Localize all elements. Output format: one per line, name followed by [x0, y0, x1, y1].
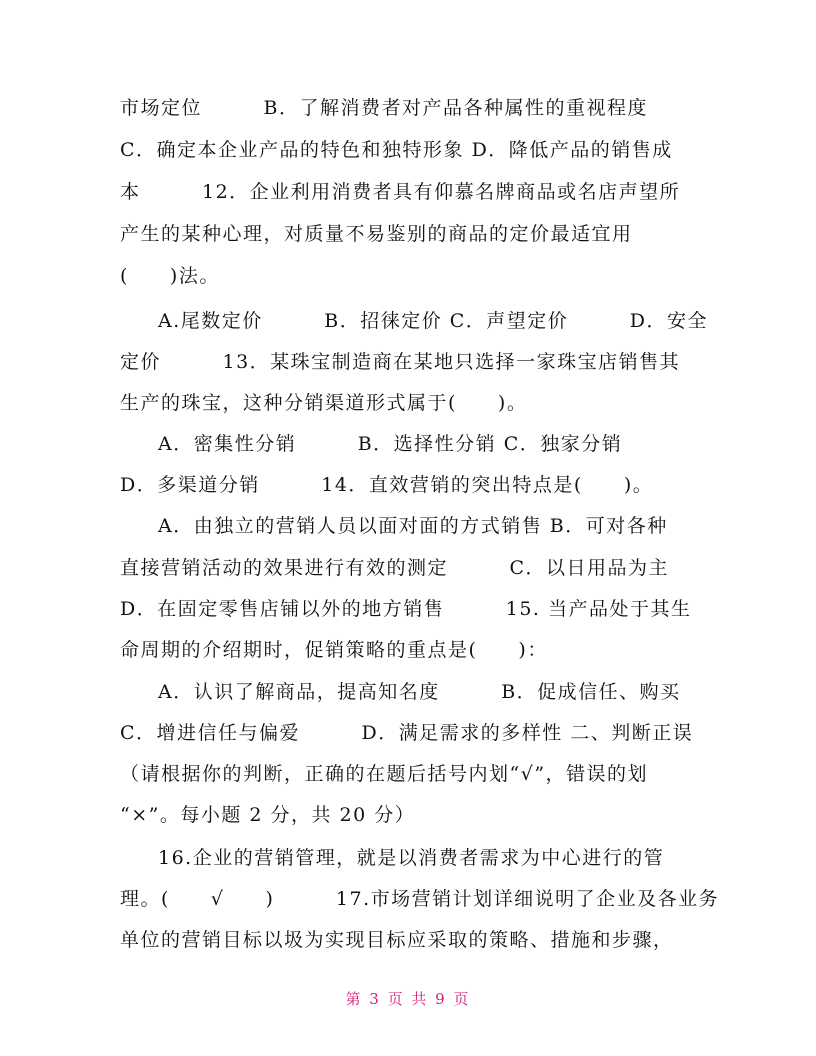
text-line: A．密集性分销 B．选择性分销 C．独家分销 [158, 433, 623, 455]
text-line: 理。( √ ) 17.市场营销计划详细说明了企业及各业务 [120, 888, 720, 910]
page-number-footer: 第 3 页 共 9 页 [345, 990, 471, 1008]
text-line: D．多渠道分销 14．直效营销的突出特点是( )。 [120, 474, 654, 496]
text-line: 本 12．企业利用消费者具有仰慕名牌商品或名店声望所 [120, 181, 681, 203]
text-line: A．认识了解商品，提高知名度 B．促成信任、购买 [158, 681, 681, 703]
text-line: 定价 13．某珠宝制造商在某地只选择一家珠宝店销售其 [120, 351, 681, 373]
text-line: 生产的珠宝，这种分销渠道形式属于( )。 [120, 392, 528, 414]
text-line: 产生的某种心理，对质量不易鉴别的商品的定价最适宜用 [120, 223, 633, 245]
text-line: 直接营销活动的效果进行有效的测定 C．以日用品为主 [120, 557, 670, 579]
text-line: 市场定位 B．了解消费者对产品各种属性的重视程度 [120, 97, 648, 119]
text-line: C．增进信任与偏爱 D．满足需求的多样性 二、判断正误 [120, 722, 694, 744]
text-line: A．由独立的营销人员以面对面的方式销售 B．可对各种 [158, 515, 668, 537]
text-line: A.尾数定价 B．招徕定价 C．声望定价 D．安全 [158, 310, 709, 332]
text-line: D．在固定零售店铺以外的地方销售 15. 当产品处于其生 [120, 598, 692, 620]
text-line: 单位的营销目标以圾为实现目标应采取的策略、措施和步骤， [120, 929, 674, 951]
text-line: 命周期的介绍期时，促销策略的重点是( )： [120, 639, 548, 661]
text-line: （请根据你的判断，正确的在题后括号内划“√”，错误的划 [120, 763, 649, 785]
text-line: ( )法。 [120, 265, 220, 287]
text-line: C．确定本企业产品的特色和独特形象 D．降低产品的销售成 [120, 139, 673, 161]
text-line: 16.企业的营销管理，就是以消费者需求为中心进行的管 [158, 847, 665, 869]
text-line: “×”。每小题 2 分，共 20 分） [120, 804, 416, 826]
